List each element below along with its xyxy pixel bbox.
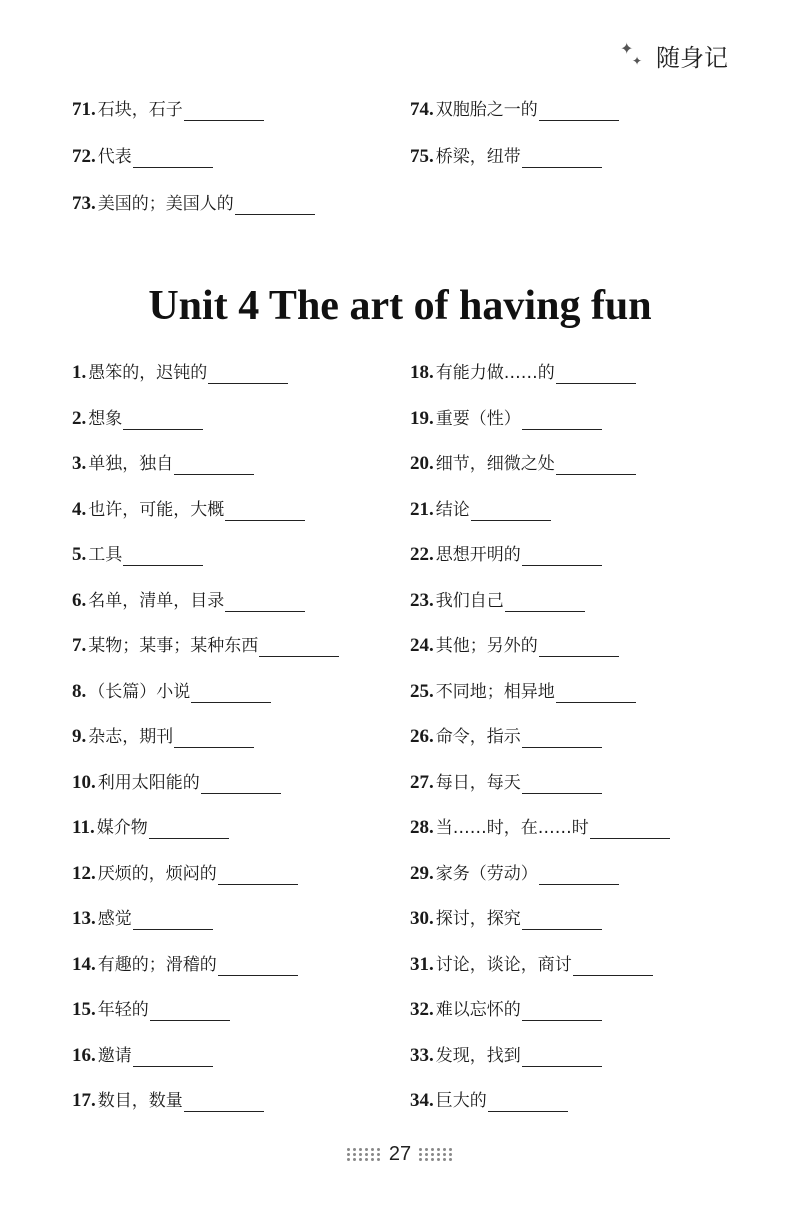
- answer-blank[interactable]: [556, 456, 636, 475]
- answer-blank[interactable]: [522, 411, 602, 430]
- entry-number: 4.: [72, 498, 87, 520]
- entry-term: 探讨，探究: [435, 909, 521, 929]
- entry-term: 有趣的；滑稽的: [97, 954, 217, 975]
- entry-number: 18.: [410, 362, 434, 383]
- vocab-entry: [410, 1045, 602, 1067]
- vocab-entry: [72, 681, 271, 703]
- answer-blank[interactable]: [556, 684, 636, 703]
- entry-term: 感觉: [97, 909, 132, 929]
- answer-blank[interactable]: [522, 1002, 602, 1021]
- page-number: 27: [388, 1143, 412, 1165]
- answer-blank[interactable]: [505, 593, 585, 612]
- page-header: [618, 38, 728, 73]
- ornament-dot: [419, 1148, 422, 1151]
- ornament-dot: [443, 1153, 446, 1156]
- entry-number: 5.: [72, 544, 87, 565]
- entry-number: 23.: [410, 589, 434, 611]
- vocab-entry: [72, 954, 298, 976]
- ornament-dot: [347, 1148, 350, 1151]
- entry-term: 家务（劳动）: [435, 863, 538, 884]
- left-dots-ornament: [347, 1148, 381, 1161]
- entry-number: 26.: [410, 726, 434, 747]
- answer-blank[interactable]: [208, 365, 288, 384]
- entry-number: 27.: [410, 771, 434, 793]
- vocab-entry: [72, 908, 213, 930]
- ornament-dot: [419, 1158, 422, 1161]
- answer-blank[interactable]: [133, 149, 213, 168]
- entry-number: 71.: [72, 99, 96, 120]
- answer-blank[interactable]: [522, 729, 602, 748]
- entry-number: 8.: [72, 680, 87, 702]
- vocab-entry: [72, 772, 281, 794]
- entry-term: 当……时，在……时: [435, 818, 589, 838]
- answer-blank[interactable]: [522, 775, 602, 794]
- vocab-entry: [410, 635, 619, 657]
- ornament-dot: [365, 1148, 368, 1151]
- answer-blank[interactable]: [522, 547, 602, 566]
- vocab-entry: [72, 590, 305, 612]
- ornament-dot: [365, 1158, 368, 1161]
- ornament-dot: [353, 1158, 356, 1161]
- vocab-entry: [410, 590, 585, 612]
- entry-number: 19.: [410, 407, 434, 429]
- entry-number: 7.: [72, 635, 87, 656]
- vocab-entry: [72, 499, 305, 521]
- entry-term: 想象: [88, 408, 123, 429]
- ornament-dot: [431, 1148, 434, 1151]
- vocab-entry: [410, 1090, 568, 1112]
- entry-number: 74.: [410, 99, 434, 120]
- entry-term: 媒介物: [96, 818, 148, 838]
- entry-term: 其他；另外的: [435, 636, 538, 656]
- ornament-dot: [347, 1153, 350, 1156]
- entry-term: 名单，清单，目录: [88, 590, 225, 611]
- entry-number: 72.: [72, 146, 96, 167]
- ornament-dot: [425, 1158, 428, 1161]
- entry-term: 工具: [88, 545, 123, 565]
- entry-number: 13.: [72, 908, 96, 929]
- entry-number: 21.: [410, 498, 434, 520]
- ornament-dot: [419, 1153, 422, 1156]
- answer-blank[interactable]: [201, 775, 281, 794]
- ornament-dot: [425, 1148, 428, 1151]
- entry-number: 15.: [72, 999, 96, 1020]
- sparkle-icon: ✦ ✦: [620, 38, 643, 68]
- ornament-dot: [437, 1158, 440, 1161]
- answer-blank[interactable]: [218, 866, 298, 885]
- vocab-entry: [410, 453, 636, 475]
- ornament-dot: [449, 1153, 452, 1156]
- ornament-dot: [371, 1148, 374, 1151]
- ornament-dot: [359, 1153, 362, 1156]
- entry-term: 代表: [97, 147, 132, 167]
- ornament-dot: [353, 1153, 356, 1156]
- ornament-dot: [377, 1148, 380, 1151]
- vocab-entry: [72, 817, 229, 839]
- entry-term: 单独，独自: [88, 454, 174, 474]
- entry-number: 17.: [72, 1090, 96, 1111]
- entry-number: 3.: [72, 453, 87, 474]
- answer-blank[interactable]: [225, 593, 305, 612]
- vocab-entry: [410, 999, 602, 1021]
- page-footer: [0, 1143, 800, 1166]
- entry-term: 厌烦的，烦闷的: [97, 863, 217, 884]
- right-dots-ornament: [419, 1148, 453, 1161]
- entry-number: 12.: [72, 862, 96, 884]
- vocab-entry: [410, 681, 636, 703]
- entry-number: 14.: [72, 953, 96, 975]
- answer-blank[interactable]: [539, 638, 619, 657]
- answer-blank[interactable]: [184, 102, 264, 121]
- ornament-dot: [365, 1153, 368, 1156]
- answer-blank[interactable]: [522, 911, 602, 930]
- ornament-dot: [437, 1153, 440, 1156]
- vocab-entry: [72, 635, 339, 657]
- vocab-entry: [72, 362, 288, 384]
- ornament-dot: [431, 1153, 434, 1156]
- vocab-entry: [72, 863, 298, 885]
- answer-blank[interactable]: [590, 820, 670, 839]
- entry-term: 利用太阳能的: [97, 772, 200, 793]
- entry-term: 重要（性）: [435, 408, 521, 429]
- entry-number: 31.: [410, 953, 434, 975]
- ornament-dot: [443, 1148, 446, 1151]
- vocab-entry: [72, 99, 264, 121]
- entry-number: 22.: [410, 544, 434, 565]
- vocab-entry: [410, 99, 619, 121]
- answer-blank[interactable]: [573, 957, 653, 976]
- vocab-entry: [410, 499, 551, 521]
- ornament-dot: [443, 1158, 446, 1161]
- answer-blank[interactable]: [539, 102, 619, 121]
- ornament-dot: [353, 1148, 356, 1151]
- entry-term: 数目，数量: [97, 1091, 183, 1111]
- entry-number: 75.: [410, 146, 434, 167]
- entry-number: 29.: [410, 862, 434, 884]
- answer-blank[interactable]: [522, 149, 602, 168]
- entry-term: 不同地；相异地: [435, 681, 555, 702]
- answer-blank[interactable]: [556, 365, 636, 384]
- entry-term: 愚笨的，迟钝的: [88, 363, 208, 383]
- vocab-entry: [410, 863, 619, 885]
- vocab-entry: [72, 408, 203, 430]
- entry-term: 有能力做……的: [435, 363, 555, 383]
- vocab-entry: [72, 193, 315, 215]
- unit-title: Unit 4 The art of having fun: [148, 283, 652, 329]
- entry-number: 6.: [72, 589, 87, 611]
- entry-number: 1.: [72, 362, 87, 383]
- entry-number: 20.: [410, 453, 434, 474]
- answer-blank[interactable]: [150, 1002, 230, 1021]
- entry-term: 命令，指示: [435, 727, 521, 747]
- entry-number: 25.: [410, 680, 434, 702]
- answer-blank[interactable]: [133, 1048, 213, 1067]
- vocab-entry: [410, 772, 602, 794]
- entry-term: （长篇）小说: [88, 681, 191, 702]
- vocab-entry: [410, 544, 602, 566]
- vocab-entry: [410, 817, 670, 839]
- answer-blank[interactable]: [218, 957, 298, 976]
- answer-blank[interactable]: [259, 638, 339, 657]
- entry-number: 16.: [72, 1044, 96, 1066]
- answer-blank[interactable]: [184, 1093, 264, 1112]
- entry-number: 34.: [410, 1090, 434, 1111]
- answer-blank[interactable]: [225, 502, 305, 521]
- answer-blank[interactable]: [539, 866, 619, 885]
- ornament-dot: [359, 1158, 362, 1161]
- vocab-entry: [410, 726, 602, 748]
- entry-term: 某物；某事；某种东西: [88, 636, 259, 656]
- answer-blank[interactable]: [123, 547, 203, 566]
- entry-term: 巨大的: [435, 1091, 487, 1111]
- entry-term: 杂志，期刊: [88, 727, 174, 747]
- entry-term: 每日，每天: [435, 772, 521, 793]
- entry-number: 24.: [410, 635, 434, 656]
- entry-number: 10.: [72, 771, 96, 793]
- ornament-dot: [371, 1158, 374, 1161]
- vocab-entry: [410, 908, 602, 930]
- answer-blank[interactable]: [123, 411, 203, 430]
- entry-term: 桥梁，纽带: [435, 147, 521, 167]
- vocab-entry: [72, 544, 203, 566]
- entry-term: 美国的；美国人的: [97, 194, 234, 214]
- ornament-dot: [359, 1148, 362, 1151]
- answer-blank[interactable]: [133, 911, 213, 930]
- entry-term: 发现，找到: [435, 1045, 521, 1066]
- ornament-dot: [377, 1153, 380, 1156]
- answer-blank[interactable]: [522, 1048, 602, 1067]
- answer-blank[interactable]: [149, 820, 229, 839]
- entry-number: 9.: [72, 726, 87, 747]
- vocab-entry: [410, 146, 602, 168]
- ornament-dot: [449, 1158, 452, 1161]
- ornament-dot: [347, 1158, 350, 1161]
- entry-number: 28.: [410, 817, 434, 838]
- ornament-dot: [431, 1158, 434, 1161]
- vocab-entry: [72, 999, 230, 1021]
- entry-term: 思想开明的: [435, 545, 521, 565]
- ornament-dot: [437, 1148, 440, 1151]
- vocab-entry: [410, 408, 602, 430]
- ornament-dot: [371, 1153, 374, 1156]
- vocab-entry: [72, 146, 213, 168]
- entry-number: 73.: [72, 193, 96, 214]
- entry-term: 石块，石子: [97, 100, 183, 120]
- entry-term: 难以忘怀的: [435, 1000, 521, 1020]
- answer-blank[interactable]: [235, 196, 315, 215]
- section-title: 随身记: [656, 44, 728, 72]
- entry-number: 30.: [410, 908, 434, 929]
- entry-term: 邀请: [97, 1045, 132, 1066]
- entry-number: 32.: [410, 999, 434, 1020]
- entry-term: 结论: [435, 499, 470, 520]
- ornament-dot: [425, 1153, 428, 1156]
- ornament-dot: [449, 1148, 452, 1151]
- vocab-entry: [72, 1090, 264, 1112]
- vocab-entry: [72, 726, 254, 748]
- entry-number: 11.: [72, 817, 95, 838]
- answer-blank[interactable]: [191, 684, 271, 703]
- entry-term: 讨论，谈论，商讨: [435, 954, 572, 975]
- entry-term: 细节，细微之处: [435, 454, 555, 474]
- entry-term: 也许，可能，大概: [88, 499, 225, 520]
- vocab-entry: [410, 954, 653, 976]
- entry-term: 年轻的: [97, 1000, 149, 1020]
- answer-blank[interactable]: [174, 729, 254, 748]
- answer-blank[interactable]: [471, 502, 551, 521]
- entry-number: 33.: [410, 1044, 434, 1066]
- entry-term: 我们自己: [435, 590, 504, 611]
- ornament-dot: [377, 1158, 380, 1161]
- vocab-entry: [410, 362, 636, 384]
- entry-number: 2.: [72, 407, 87, 429]
- answer-blank[interactable]: [174, 456, 254, 475]
- entry-term: 双胞胎之一的: [435, 100, 538, 120]
- answer-blank[interactable]: [488, 1093, 568, 1112]
- vocab-entry: [72, 1045, 213, 1067]
- vocab-entry: [72, 453, 254, 475]
